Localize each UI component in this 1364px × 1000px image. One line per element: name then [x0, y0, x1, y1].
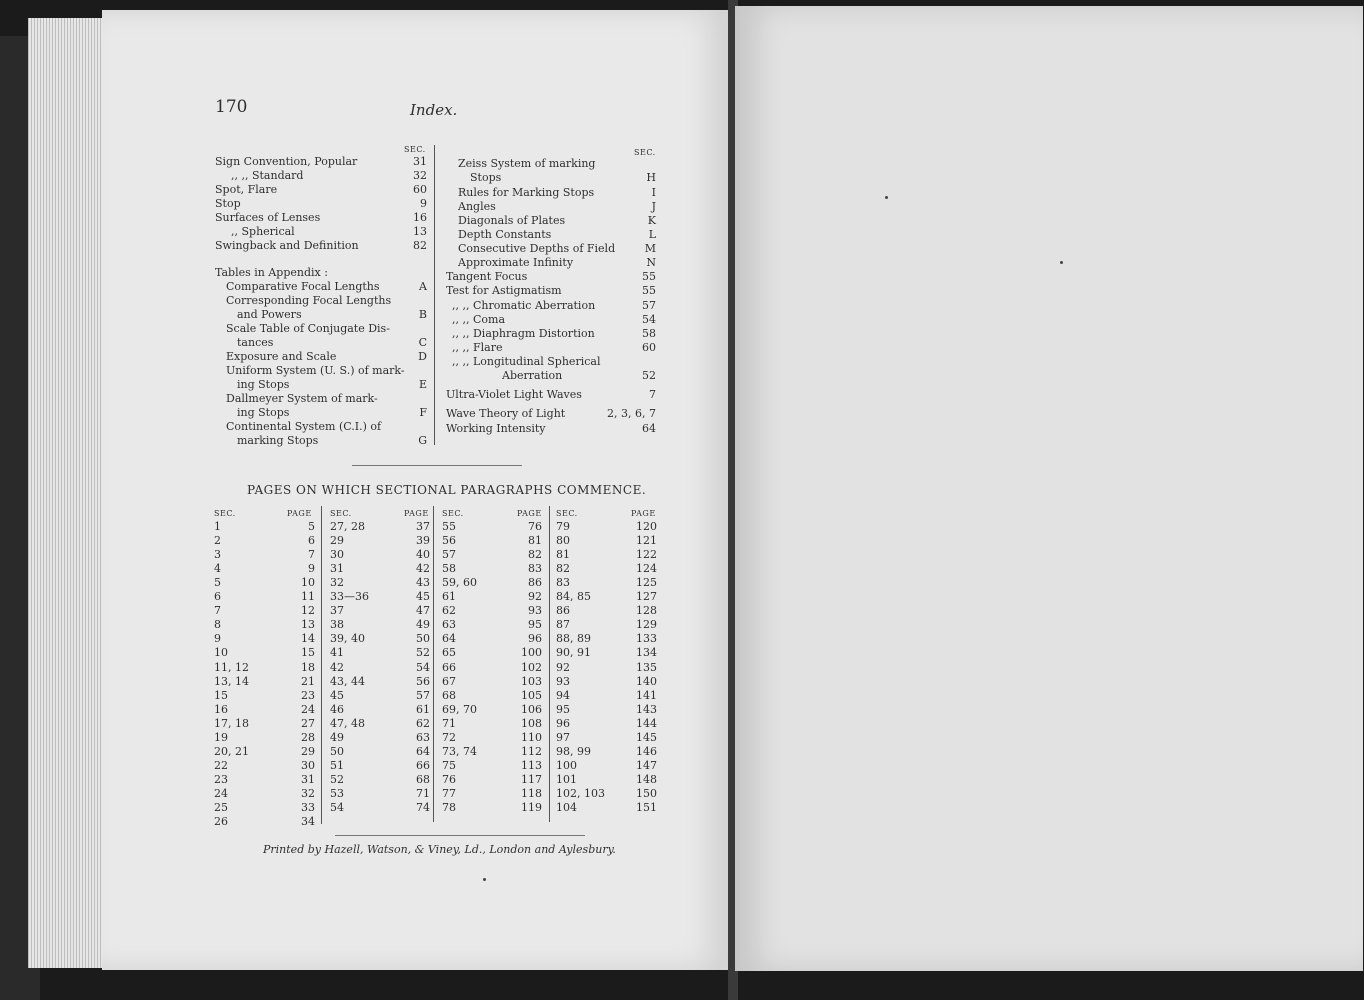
index-entry: Uniform System (U. S.) of mark-	[226, 364, 405, 377]
table-sec-cell: 58	[442, 562, 456, 576]
table-sec-cell: 9	[214, 632, 221, 646]
index-entry: Ultra-Violet Light Waves	[446, 388, 582, 401]
table-page-cell: 28	[301, 730, 315, 744]
table-sec-cell: 27, 28	[330, 520, 365, 533]
index-entry: Surfaces of Lenses	[215, 211, 321, 224]
table-sec-cell: 64	[442, 632, 456, 646]
table-sec-cell: 15	[214, 688, 228, 702]
table-sec-cell: 25	[214, 801, 228, 814]
table-sec-cell: 17, 18	[214, 716, 249, 730]
table-page-cell: 52	[416, 646, 430, 660]
table-sec-cell: 6	[214, 590, 221, 604]
table-page-cell: 32	[301, 786, 315, 800]
table-sec-cell: 78	[442, 801, 456, 814]
table-page-cell: 151	[636, 801, 657, 814]
table-page-cell: 128	[636, 604, 657, 618]
table-page-cell: 49	[416, 618, 430, 632]
table-page-cell: 40	[416, 548, 430, 562]
table-page-cell: 43	[416, 576, 430, 590]
table-page-cell: 118	[521, 786, 542, 800]
table-sec-header: SEC.	[330, 509, 352, 518]
table-sec-cell: 81	[556, 548, 570, 562]
table-page-cell: 57	[416, 688, 430, 702]
table-page-cell: 148	[636, 772, 657, 786]
table-page-cell: 24	[301, 702, 315, 716]
table-sec-cell: 22	[214, 758, 228, 772]
table-sec-header: SEC.	[556, 509, 578, 518]
table-sec-cell: 39, 40	[330, 632, 365, 646]
index-entry: Dallmeyer System of mark-	[226, 392, 378, 405]
table-sec-cell: 65	[442, 646, 456, 660]
table-page-cell: 125	[636, 576, 657, 590]
table-page-cell: 150	[636, 786, 657, 800]
index-entry-ref: J	[651, 200, 656, 213]
index-entry-ref: E	[418, 378, 427, 391]
table-sec-cell: 16	[214, 702, 228, 716]
table-sec-cell: 31	[330, 562, 344, 576]
table-page-cell: 18	[301, 660, 315, 674]
index-entry: Consecutive Depths of Field	[458, 242, 616, 255]
index-entry-ref: K	[647, 214, 656, 227]
table-sec-cell: 93	[556, 674, 570, 688]
table-sec-cell: 19	[214, 730, 228, 744]
table-divider	[321, 506, 322, 824]
table-page-cell: 27	[301, 716, 315, 730]
index-entry: ,, ,, Longitudinal Spherical	[452, 355, 601, 368]
table-sec-cell: 33—36	[330, 590, 369, 604]
table-divider	[549, 506, 550, 822]
index-entry: Continental System (C.I.) of	[226, 420, 382, 433]
table-sec-cell: 53	[330, 786, 344, 800]
index-entry: ,, ,, Flare	[452, 341, 503, 354]
sections-heading: PAGES ON WHICH SECTIONAL PARAGRAPHS COMMENCE.	[247, 483, 647, 497]
table-sec-cell: 4	[214, 562, 221, 576]
table-page-cell: 93	[528, 604, 542, 618]
table-sec-cell: 61	[442, 590, 456, 604]
table-page-cell: 92	[528, 590, 542, 604]
index-entry-ref: 58	[642, 327, 656, 340]
table-sec-cell: 45	[330, 688, 344, 702]
index-entry-ref: 64	[642, 422, 656, 435]
page-number: 170	[215, 97, 248, 117]
index-entry: Tangent Focus	[446, 270, 528, 283]
index-entry-ref: D	[418, 350, 427, 363]
index-entry-ref: 60	[413, 183, 427, 196]
table-sec-cell: 104	[556, 801, 577, 814]
table-page-cell: 5	[308, 520, 315, 533]
table-page-header: PAGE	[517, 509, 542, 518]
table-page-cell: 124	[636, 562, 657, 576]
table-page-cell: 133	[636, 632, 657, 646]
index-entry-ref: M	[644, 242, 656, 255]
index-entry: ,, Spherical	[231, 225, 295, 238]
table-page-cell: 134	[636, 646, 657, 660]
index-entry: Rules for Marking Stops	[458, 186, 595, 199]
index-entry: tances	[237, 336, 274, 349]
table-sec-cell: 32	[330, 576, 344, 590]
table-sec-cell: 86	[556, 604, 570, 618]
index-entry: Zeiss System of marking	[458, 157, 596, 170]
table-sec-cell: 38	[330, 618, 344, 632]
speck	[885, 196, 888, 199]
table-sec-cell: 95	[556, 702, 570, 716]
table-page-cell: 14	[301, 632, 315, 646]
table-page-header: PAGE	[631, 509, 656, 518]
table-sec-cell: 3	[214, 548, 221, 562]
table-page-cell: 64	[416, 744, 430, 758]
table-sec-cell: 7	[214, 604, 221, 618]
table-page-cell: 7	[308, 548, 315, 562]
table-page-cell: 146	[636, 744, 657, 758]
index-entry: Stop	[215, 197, 241, 210]
index-entry-ref: I	[651, 186, 656, 199]
table-divider	[433, 506, 434, 822]
table-sec-cell: 57	[442, 548, 456, 562]
index-entry: ,, ,, Chromatic Aberration	[452, 299, 596, 312]
table-sec-cell: 30	[330, 548, 344, 562]
table-sec-cell: 46	[330, 702, 344, 716]
index-entry-ref: 2, 3, 6, 7	[607, 407, 656, 420]
table-sec-cell: 98, 99	[556, 744, 591, 758]
table-page-cell: 23	[301, 688, 315, 702]
table-page-cell: 13	[301, 618, 315, 632]
table-sec-cell: 47, 48	[330, 716, 365, 730]
table-sec-cell: 29	[330, 534, 344, 548]
table-page-cell: 127	[636, 590, 657, 604]
index-entry-ref: 9	[420, 197, 427, 210]
table-page-cell: 140	[636, 674, 657, 688]
table-sec-cell: 50	[330, 744, 344, 758]
table-sec-cell: 41	[330, 646, 344, 660]
table-page-cell: 56	[416, 674, 430, 688]
table-sec-cell: 68	[442, 688, 456, 702]
index-entry: ing Stops	[237, 406, 290, 419]
table-sec-cell: 8	[214, 618, 221, 632]
index-entry-ref: 82	[413, 239, 427, 252]
index-entry: Comparative Focal Lengths	[226, 280, 380, 293]
table-page-cell: 117	[521, 772, 542, 786]
table-sec-cell: 82	[556, 562, 570, 576]
index-entry-ref: 55	[642, 270, 656, 283]
table-page-cell: 108	[521, 716, 542, 730]
table-sec-cell: 88, 89	[556, 632, 591, 646]
index-entry-ref: 32	[413, 169, 427, 182]
table-sec-header: SEC.	[442, 509, 464, 518]
table-page-cell: 102	[521, 660, 542, 674]
table-sec-cell: 94	[556, 688, 570, 702]
index-entry: ,, ,, Standard	[231, 169, 304, 182]
table-sec-cell: 67	[442, 674, 456, 688]
table-sec-cell: 101	[556, 772, 577, 786]
table-page-cell: 34	[301, 815, 315, 829]
table-page-cell: 112	[521, 744, 542, 758]
table-sec-cell: 100	[556, 758, 577, 772]
index-column-divider	[434, 145, 435, 445]
index-entry: Approximate Infinity	[458, 256, 574, 269]
table-page-cell: 83	[528, 562, 542, 576]
table-page-cell: 61	[416, 702, 430, 716]
table-sec-cell: 13, 14	[214, 674, 249, 688]
table-page-cell: 45	[416, 590, 430, 604]
table-sec-cell: 102, 103	[556, 786, 605, 800]
index-entry: Working Intensity	[446, 422, 546, 435]
index-entry: Swingback and Definition	[215, 239, 359, 252]
table-page-cell: 121	[636, 534, 657, 548]
table-sec-cell: 96	[556, 716, 570, 730]
table-page-cell: 82	[528, 548, 542, 562]
index-entry-ref: 16	[413, 211, 427, 224]
table-page-cell: 103	[521, 674, 542, 688]
table-page-cell: 54	[416, 660, 430, 674]
table-sec-cell: 66	[442, 660, 456, 674]
table-sec-cell: 51	[330, 758, 344, 772]
table-sec-cell: 71	[442, 716, 456, 730]
table-sec-cell: 11, 12	[214, 660, 249, 674]
index-entry: Corresponding Focal Lengths	[226, 294, 392, 307]
table-page-cell: 143	[636, 702, 657, 716]
table-sec-cell: 54	[330, 801, 344, 814]
table-page-cell: 141	[636, 688, 657, 702]
index-entry: ing Stops	[237, 378, 290, 391]
table-page-cell: 68	[416, 772, 430, 786]
table-sec-cell: 69, 70	[442, 702, 477, 716]
index-entry-ref: 57	[642, 299, 656, 312]
table-sec-cell: 55	[442, 520, 456, 533]
table-sec-cell: 26	[214, 815, 228, 829]
index-entry-ref: 60	[642, 341, 656, 354]
index-entry-ref: L	[648, 228, 656, 241]
table-page-cell: 135	[636, 660, 657, 674]
table-sec-cell: 92	[556, 660, 570, 674]
table-sec-cell: 1	[214, 520, 221, 533]
table-page-cell: 6	[308, 534, 315, 548]
table-sec-cell: 10	[214, 646, 228, 660]
table-page-cell: 50	[416, 632, 430, 646]
table-sec-cell: 24	[214, 786, 228, 800]
table-sec-cell: 2	[214, 534, 221, 548]
table-sec-cell: 79	[556, 520, 570, 533]
index-entry: Tables in Appendix :	[215, 266, 328, 279]
index-entry-ref: F	[419, 406, 427, 419]
table-page-cell: 144	[636, 716, 657, 730]
index-entry-ref: N	[646, 256, 656, 269]
index-entry: and Powers	[237, 308, 302, 321]
table-page-header: PAGE	[404, 509, 429, 518]
table-page-cell: 106	[521, 702, 542, 716]
table-page-cell: 33	[301, 801, 315, 814]
table-sec-cell: 23	[214, 772, 228, 786]
table-page-cell: 30	[301, 758, 315, 772]
index-entry: Aberration	[502, 369, 563, 382]
table-sec-cell: 43, 44	[330, 674, 365, 688]
index-entry: Depth Constants	[458, 228, 552, 241]
running-head: Index.	[410, 101, 458, 119]
index-entry: Test for Astigmatism	[446, 284, 562, 297]
index-sec-header: SEC.	[634, 148, 656, 157]
table-sec-cell: 75	[442, 758, 456, 772]
index-entry: Spot, Flare	[215, 183, 278, 196]
table-sec-cell: 77	[442, 786, 456, 800]
table-page-cell: 15	[301, 646, 315, 660]
table-sec-header: SEC.	[214, 509, 236, 518]
index-sec-header: SEC.	[404, 145, 426, 154]
table-sec-cell: 87	[556, 618, 570, 632]
table-page-cell: 110	[521, 730, 542, 744]
table-page-cell: 62	[416, 716, 430, 730]
table-page-cell: 37	[416, 520, 430, 533]
table-sec-cell: 56	[442, 534, 456, 548]
table-page-header: PAGE	[287, 509, 312, 518]
table-page-cell: 10	[301, 576, 315, 590]
table-sec-cell: 83	[556, 576, 570, 590]
table-page-cell: 11	[301, 590, 315, 604]
table-sec-cell: 80	[556, 534, 570, 548]
table-page-cell: 31	[301, 772, 315, 786]
table-sec-cell: 72	[442, 730, 456, 744]
table-sec-cell: 84, 85	[556, 590, 591, 604]
table-sec-cell: 20, 21	[214, 744, 249, 758]
table-page-cell: 120	[636, 520, 657, 533]
table-page-cell: 113	[521, 758, 542, 772]
index-entry: Diagonals of Plates	[458, 214, 566, 227]
index-entry-ref: 55	[642, 284, 656, 297]
index-entry-ref: H	[646, 171, 656, 184]
index-entry: Wave Theory of Light	[446, 407, 566, 420]
index-end-rule	[352, 465, 522, 466]
table-sec-cell: 5	[214, 576, 221, 590]
index-entry-ref: A	[419, 280, 427, 293]
table-sec-cell: 63	[442, 618, 456, 632]
table-page-cell: 39	[416, 534, 430, 548]
table-sec-cell: 42	[330, 660, 344, 674]
table-sec-cell: 76	[442, 772, 456, 786]
index-entry: ,, ,, Diaphragm Distortion	[452, 327, 595, 340]
table-sec-cell: 73, 74	[442, 744, 477, 758]
table-sec-cell: 37	[330, 604, 344, 618]
index-entry-ref: B	[418, 308, 427, 321]
printer-imprint: Printed by Hazell, Watson, & Viney, Ld., London and Aylesbury.	[263, 843, 616, 856]
index-entry-ref: 31	[413, 155, 427, 168]
table-page-cell: 119	[521, 801, 542, 814]
table-page-cell: 63	[416, 730, 430, 744]
table-sec-cell: 59, 60	[442, 576, 477, 590]
index-entry-ref: C	[418, 336, 427, 349]
index-entry: Angles	[458, 200, 496, 213]
index-entry: Scale Table of Conjugate Dis-	[226, 322, 390, 335]
table-page-cell: 21	[301, 674, 315, 688]
index-entry: ,, ,, Coma	[452, 313, 506, 326]
table-page-cell: 81	[528, 534, 542, 548]
index-entry-ref: 13	[413, 225, 427, 238]
table-page-cell: 122	[636, 548, 657, 562]
table-sec-cell: 97	[556, 730, 570, 744]
table-sec-cell: 49	[330, 730, 344, 744]
table-page-cell: 71	[416, 786, 430, 800]
index-entry: Exposure and Scale	[226, 350, 337, 363]
table-page-cell: 105	[521, 688, 542, 702]
table-sec-cell: 90, 91	[556, 646, 591, 660]
table-sec-cell: 62	[442, 604, 456, 618]
table-page-cell: 9	[308, 562, 315, 576]
index-entry-ref: 52	[642, 369, 656, 382]
table-sec-cell: 52	[330, 772, 344, 786]
index-entry-ref: G	[418, 434, 427, 447]
table-page-cell: 147	[636, 758, 657, 772]
table-page-cell: 76	[528, 520, 542, 533]
index-entry: Stops	[470, 171, 502, 184]
index-entry-ref: 7	[649, 388, 656, 401]
imprint-rule	[335, 835, 585, 836]
right-page-blank	[735, 6, 1363, 971]
table-page-cell: 12	[301, 604, 315, 618]
table-page-cell: 47	[416, 604, 430, 618]
table-page-cell: 129	[636, 618, 657, 632]
table-page-cell: 86	[528, 576, 542, 590]
speck	[483, 878, 486, 881]
table-page-cell: 74	[416, 801, 430, 814]
index-entry: Sign Convention, Popular	[215, 155, 358, 168]
table-page-cell: 66	[416, 758, 430, 772]
index-entry-ref: 54	[642, 313, 656, 326]
table-page-cell: 42	[416, 562, 430, 576]
table-page-cell: 100	[521, 646, 542, 660]
book-page-edges	[28, 18, 108, 968]
table-page-cell: 95	[528, 618, 542, 632]
index-entry: marking Stops	[237, 434, 319, 447]
table-page-cell: 145	[636, 730, 657, 744]
table-page-cell: 96	[528, 632, 542, 646]
speck	[1060, 261, 1063, 264]
table-page-cell: 29	[301, 744, 315, 758]
